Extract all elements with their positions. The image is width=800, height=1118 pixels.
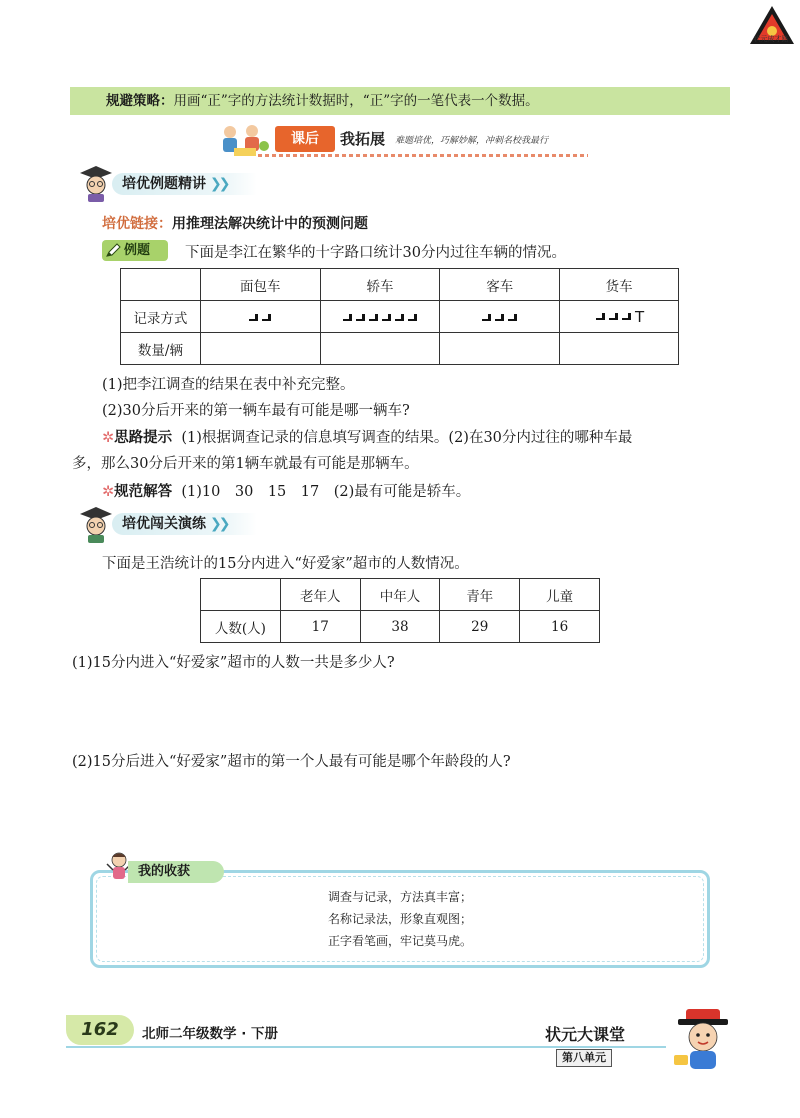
example-section-title: 培优例题精讲 (122, 176, 206, 192)
table-header: 儿童 (520, 579, 600, 611)
brand-name: 状元大课堂 (545, 1025, 626, 1044)
flower-icon: ✲ (102, 484, 115, 500)
after-class-title: 我拓展 (340, 130, 386, 148)
table-cell: 16 (520, 611, 600, 643)
table-cell: 29 (440, 611, 520, 643)
row-label: 人数(人) (201, 611, 281, 643)
page-number: 162 (66, 1015, 134, 1045)
example-section-heading (112, 173, 257, 195)
answer-cell[interactable] (560, 333, 679, 365)
teacher-avatar-icon (76, 163, 116, 203)
table-header: 面包车 (200, 269, 320, 301)
practice-section-title: 培优闯关演练 (122, 516, 206, 532)
flower-icon: ✲ (102, 430, 115, 446)
mascot-scholar-icon (668, 1005, 738, 1071)
publisher-logo-text: 状元成才路 (753, 35, 789, 43)
table-cell: 38 (360, 611, 440, 643)
pencil-icon (105, 243, 121, 258)
publisher-logo-icon (748, 4, 796, 52)
book-title: 北师二年级数学 · 下册 (142, 1026, 279, 1042)
table-row (121, 333, 679, 365)
answer-text: (1)10 30 15 17 (2)最有可能是轿车。 (181, 484, 471, 500)
link-label: 培优链接： (102, 216, 172, 232)
answer-space-2[interactable] (72, 775, 722, 850)
table-header: 中年人 (360, 579, 440, 611)
table-header: 青年 (440, 579, 520, 611)
example-question-1: (1)把李江调查的结果在表中补充完整。 (102, 377, 355, 393)
vehicle-table (120, 268, 679, 365)
unit-label: 第八单元 (556, 1049, 612, 1067)
practice-statement: 下面是王浩统计的15分内进入“好爱家”超市的人数情况。 (102, 556, 469, 572)
hint-text-1: (1)根据调查记录的信息填写调查的结果。(2)在30分内过往的哪种车最 (181, 430, 633, 446)
tally-cell (200, 301, 320, 333)
after-class-motto: 难题培优，巧解妙解，冲刺名校我最行 (395, 136, 549, 146)
practice-question-1: (1)15分内进入“好爱家”超市的人数一共是多少人? (72, 655, 395, 671)
example-question-2: (2)30分后开来的第一辆车最有可能是哪一辆车? (102, 403, 410, 419)
harvest-line: 正字看笔画，牢记莫马虎。 (327, 934, 472, 948)
table-header: 轿车 (320, 269, 440, 301)
chevron-right-icon: ❯❯ (210, 176, 228, 192)
header-divider (258, 154, 588, 157)
hint-line-2: 多，那么30分后开来的第1辆车就最有可能是那辆车。 (72, 456, 419, 472)
shoppers-table (200, 578, 600, 643)
harvest-title: 我的收获 (128, 861, 224, 883)
table-header: 货车 (560, 269, 679, 301)
row-label: 数量/辆 (121, 333, 201, 365)
answer-line (102, 480, 470, 501)
practice-question-2: (2)15分后进入“好爱家”超市的第一个人最有可能是哪个年龄段的人? (72, 754, 511, 770)
tally-cell (440, 301, 560, 333)
table-header: 老年人 (280, 579, 360, 611)
answer-cell[interactable] (200, 333, 320, 365)
tip-banner (70, 87, 730, 115)
tip-text: 用画“正”字的方法统计数据时，“正”字的一笔代表一个数据。 (173, 93, 539, 109)
table-cell (201, 579, 281, 611)
answer-space-1[interactable] (72, 675, 722, 740)
table-cell (121, 269, 201, 301)
table-header: 客车 (440, 269, 560, 301)
row-label: 记录方式 (121, 301, 201, 333)
table-row (201, 579, 600, 611)
enrichment-link (102, 213, 368, 233)
table-row (121, 269, 679, 301)
kids-reading-illustration-icon (218, 122, 270, 158)
practice-section-heading (112, 513, 257, 535)
harvest-line: 调查与记录，方法真丰富； (327, 890, 472, 904)
link-text: 用推理法解决统计中的预测问题 (172, 216, 368, 232)
example-badge: 例题 (102, 240, 168, 261)
table-row (201, 611, 600, 643)
tip-label: 规避策略： (106, 93, 174, 109)
tally-cell (320, 301, 440, 333)
teacher-avatar-icon (76, 504, 116, 544)
table-cell: 17 (280, 611, 360, 643)
answer-label: 规范解答 (114, 484, 173, 500)
hint-label: 思路提示 (114, 430, 173, 446)
answer-cell[interactable] (320, 333, 440, 365)
chevron-right-icon: ❯❯ (210, 516, 228, 532)
after-class-tag: 课后 (275, 126, 335, 152)
table-row (121, 301, 679, 333)
footer-divider (66, 1046, 666, 1048)
example-statement: 下面是李江在繁华的十字路口统计30分内过往车辆的情况。 (185, 245, 566, 261)
hint-line-1 (102, 426, 742, 447)
answer-cell[interactable] (440, 333, 560, 365)
tally-cell: T (560, 301, 679, 333)
harvest-line: 名称记录法，形象直观图； (327, 912, 472, 926)
